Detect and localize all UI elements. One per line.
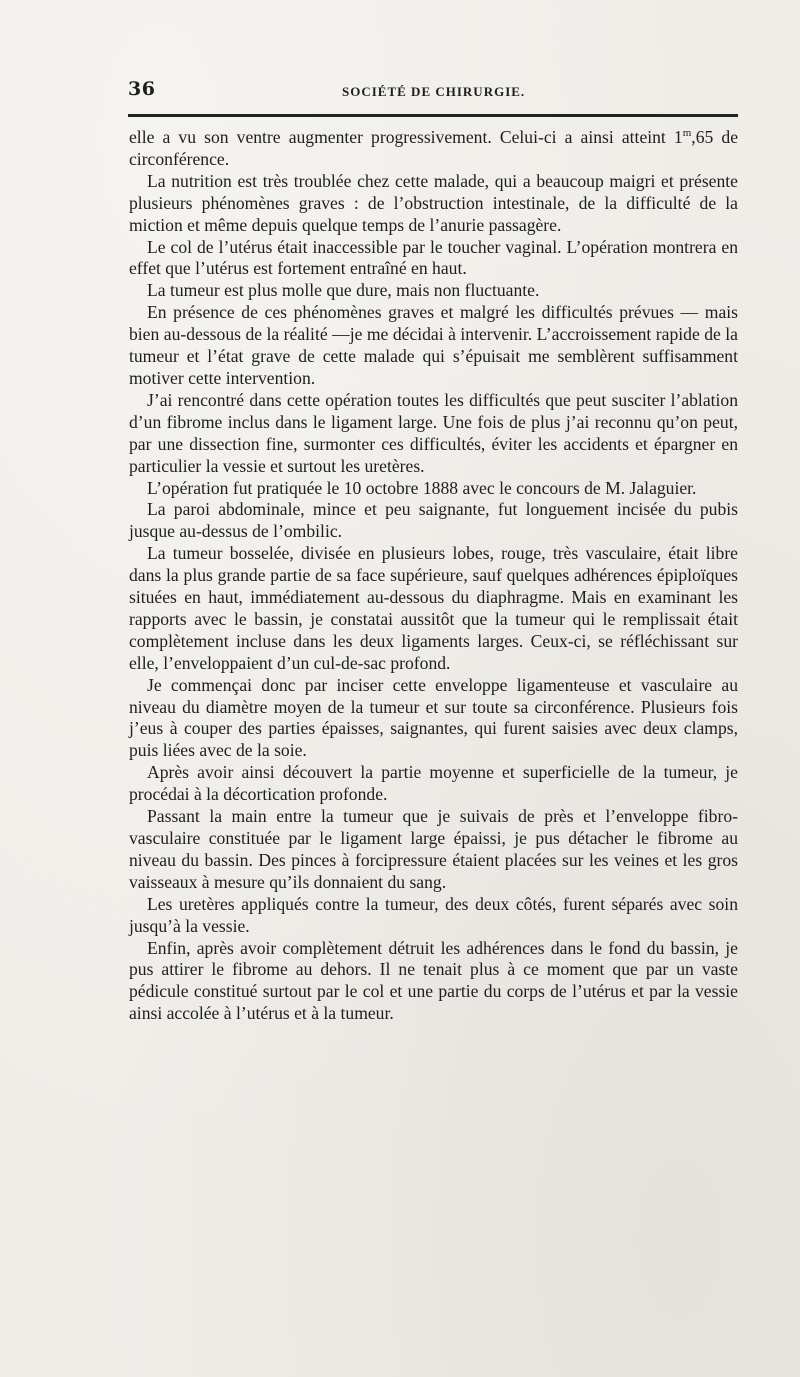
paragraph: Le col de l’utérus était inaccessible par le toucher vaginal. L’opération montrera en effet que l’utérus est fortement entraîné en haut. xyxy=(129,236,738,279)
page-header xyxy=(128,78,738,106)
superscript-unit: m xyxy=(682,127,692,140)
paragraph-text: ,65 de circonférence. xyxy=(129,127,738,169)
paragraph xyxy=(129,127,738,171)
paragraph: L’opération fut pratiquée le 10 octobre 1888 avec le concours de M. Jalaguier. xyxy=(147,477,697,498)
paragraph: La tumeur bosselée, divisée en plusieurs lobes, rouge, très vasculaire, était libre dans la plus grande partie de sa face supérieure, sauf quelques adhérences épiploïques situées en haut, immédiatement au-dessous du diaphragme. Mais en examinant les rapports avec le bassin, je constatai aussitôt que la tumeur qui le remplissait était complètement incluse dans les deux ligaments larges. Ceux-ci, se réfléchissant sur elle, l’enveloppaient d’un cul-de-sac profond. xyxy=(129,543,738,673)
paragraph: J’ai rencontré dans cette opération toutes les difficultés que peut susciter l’ablation d’un fibrome inclus dans le ligament large. Une fois de plus j’ai reconnu qu’on peut, par une dissection fine, surmonter ces difficultés, éviter les accidents et épargner en particulier la vessie et surtout les uretères. xyxy=(129,389,738,476)
paragraph: La paroi abdominale, mince et peu saignante, fut longuement incisée du pubis jusque au-dessus de l’ombilic. xyxy=(129,499,738,542)
paragraph: La nutrition est très troublée chez cette malade, qui a beaucoup maigri et présente plusieurs phénomènes graves : de l’obstruction intestinale, de la difficulté de la miction et même depuis quelque temps de l’anurie passagère. xyxy=(129,170,738,235)
paragraph: La tumeur est plus molle que dure, mais non fluctuante. xyxy=(147,280,540,301)
header-rule xyxy=(128,114,738,117)
paragraph: En présence de ces phénomènes graves et malgré les difficultés prévues — mais bien au-dessous de la réalité —je me décidai à intervenir. L’accroissement rapide de la tumeur et l’état grave de cette malade qui s’épuisait me semblèrent suffisamment motiver cette intervention. xyxy=(129,302,738,388)
page-number: 36 xyxy=(128,78,156,100)
paragraph: Je commençai donc par inciser cette enveloppe ligamenteuse et vasculaire au niveau du diamètre moyen de la tumeur et sur toute sa circonférence. Plusieurs fois j’eus à couper des parties épaisses, saignantes, qui furent saisies avec deux clamps, puis liées avec de la soie. xyxy=(129,674,738,761)
running-head: SOCIÉTÉ DE CHIRURGIE. xyxy=(342,84,526,99)
paragraph: Les uretères appliqués contre la tumeur, des deux côtés, furent séparés avec soin jusqu’à la vessie. xyxy=(129,893,738,936)
paragraph: Passant la main entre la tumeur que je suivais de près et l’enveloppe fibro-vasculaire constituée par le ligament large épaissi, je pus détacher le fibrome au niveau du bassin. Des pinces à forcipressure étaient placées sur les veines et les gros vaisseaux à mesure qu’ils donnaient du sang. xyxy=(129,806,738,892)
body-text xyxy=(129,127,738,1025)
paragraph: Enfin, après avoir complètement détruit les adhérences dans le fond du bassin, je pus attirer le fibrome au dehors. Il ne tenait plus à ce moment que par un vaste pédicule constitué surtout par le col et une partie du corps de l’utérus et par la vessie ainsi accolée à l’utérus et à la tumeur. xyxy=(129,937,738,1024)
paragraph-text: elle a vu son ventre augmenter progressivement. Celui-ci a ainsi atteint 1 xyxy=(129,127,683,147)
paragraph: Après avoir ainsi découvert la partie moyenne et superficielle de la tumeur, je procédai à la décortication profonde. xyxy=(129,762,738,805)
